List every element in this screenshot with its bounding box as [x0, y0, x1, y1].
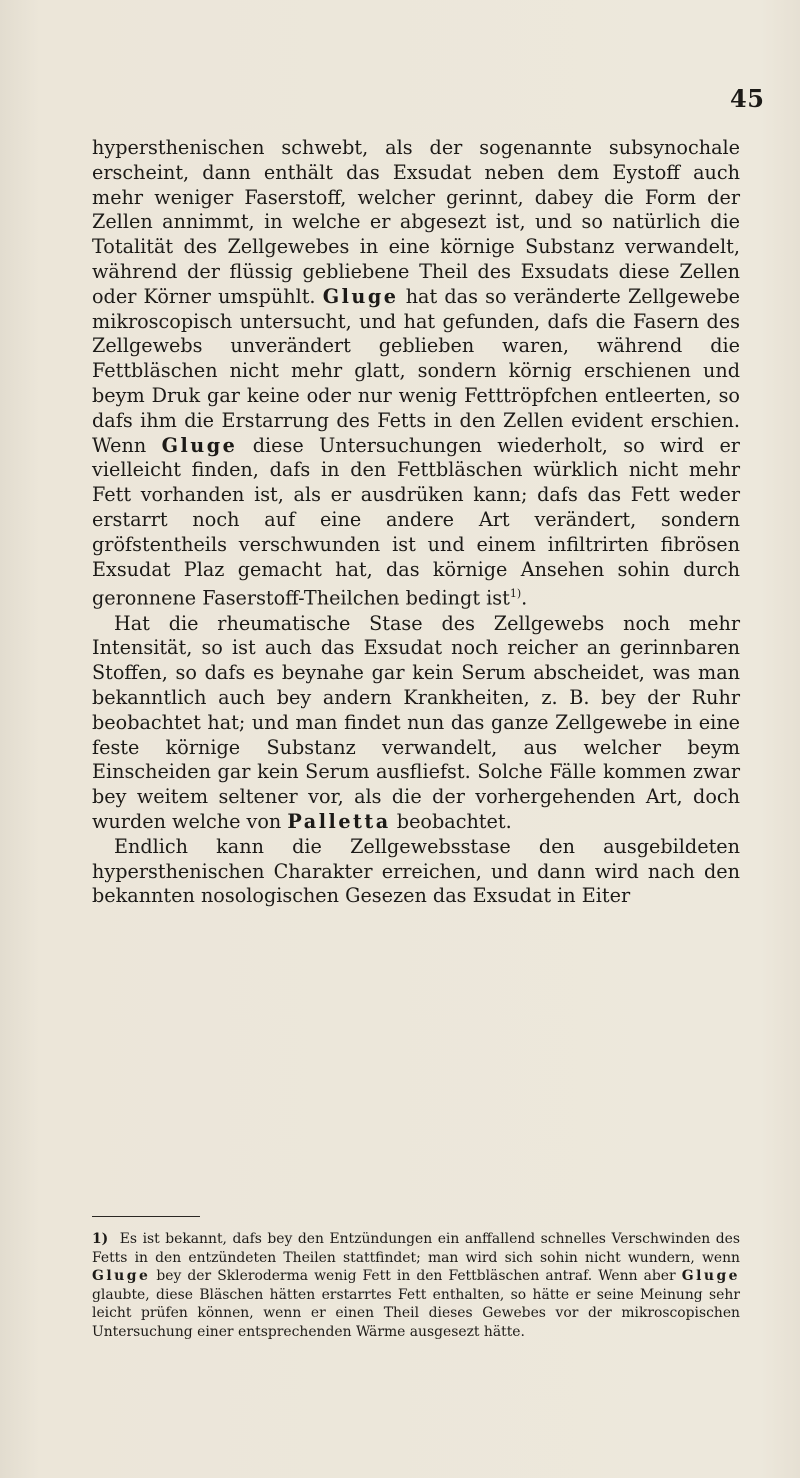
- footnote-divider: [92, 1216, 200, 1217]
- footnote-marker: 1): [92, 1231, 109, 1247]
- footnote-author-gluge: Gluge: [92, 1268, 151, 1285]
- footnote: [92, 1230, 740, 1342]
- footnote-text: 1) Es ist bekannt, dafs bey den Entzündungen ein anffallend schnelles Verschwinden des Fetts in den entzündeten Theilen stattfindet; man wird sich sohin nicht wundern, wenn Gluge bey der Sklerodermа wenig Fett in den Fettbläschen antraf. Wenn aber Gluge glaubte, diese Bläschen hätten erstarrtes Fett enthalten, so hätte er seine Meinung sehr leicht prüfen können, wenn er einen Theil dieses Gewebes vor der mikroscopischen Untersuchung einer entsprechenden Wärme ausgesezt hätte.: [92, 1231, 741, 1340]
- author-name-gluge-2: Gluge: [161, 433, 238, 457]
- paragraph-3: Endlich kann die Zellgewebsstase den ausgebildeten hypersthenischen Charakter erreichen, und dann wird nach den bekannten nosologischen Gesezen das Exsudat in Eiter: [92, 834, 740, 908]
- page-number: 45: [730, 84, 765, 113]
- footnote-reference[interactable]: 1): [509, 587, 522, 601]
- paragraph-1: hypersthenischen schwebt, als der sogenannte subsynochale erscheint, dann enthält das Exsudat neben dem Eystoff auch mehr weniger Faserstoff, welcher gerinnt, dabey die Form der Zellen annimmt, in welche er abgesezt ist, und so natürlich die Totalität des Zellgewebes in eine körnige Substanz verwandelt, während der flüssig gebliebene Theil des Exsudats diese Zellen oder Körner umspühlt. Gluge hat das so veränderte Zellgewebe mikroscopisch untersucht, und hat gefunden, dafs die Fasern des Zellgewebs unverändert geblieben waren, während die Fettbläschen nicht mehr glatt, sondern körnig erschienen und beym Druk gar keine oder nur wenig Fetttröpfchen entleerten, so dafs ihm die Erstarrung des Fetts in den Zellen evident erschien. Wenn Gluge diese Untersuchungen wiederholt, so wird er vielleicht finden, dafs in den Fettbläschen würklich nicht mehr Fett vorhanden ist, als er ausdrüken kann; dafs das Fett weder erstarrt noch auf eine andere Art verändert, sondern gröfstentheils verschwunden ist und einem infiltrirten fibrösen Exsudat Plaz gemacht hat, das körnige Ansehen sohin durch geronnene Faserstoff-Theilchen bedingt ist$^{1)}$.: [92, 136, 740, 610]
- footnote-author-gluge-2: Gluge: [681, 1268, 741, 1285]
- author-name-palletta: Palletta: [287, 809, 391, 833]
- author-name-gluge: Gluge: [322, 284, 399, 308]
- paragraph-2: Hat die rheumatische Stase des Zellgewebs noch mehr Intensität, so ist auch das Exsudat noch reicher an gerinnbaren Stoffen, so dafs es beynahe gar kein Serum abscheidet, was man bekanntlich auch bey andern Krankheiten, z. B. bey der Ruhr beobachtet hat; und man findet nun das ganze Zellgewebe in eine feste körnige Substanz verwandelt, aus welcher beym Einscheiden gar kein Serum ausfliefst. Solche Fälle kommen zwar bey weitem seltener vor, als die der vorhergehenden Art, doch wurden welche von Palletta beobachtet.: [92, 611, 740, 833]
- main-text: [92, 136, 740, 909]
